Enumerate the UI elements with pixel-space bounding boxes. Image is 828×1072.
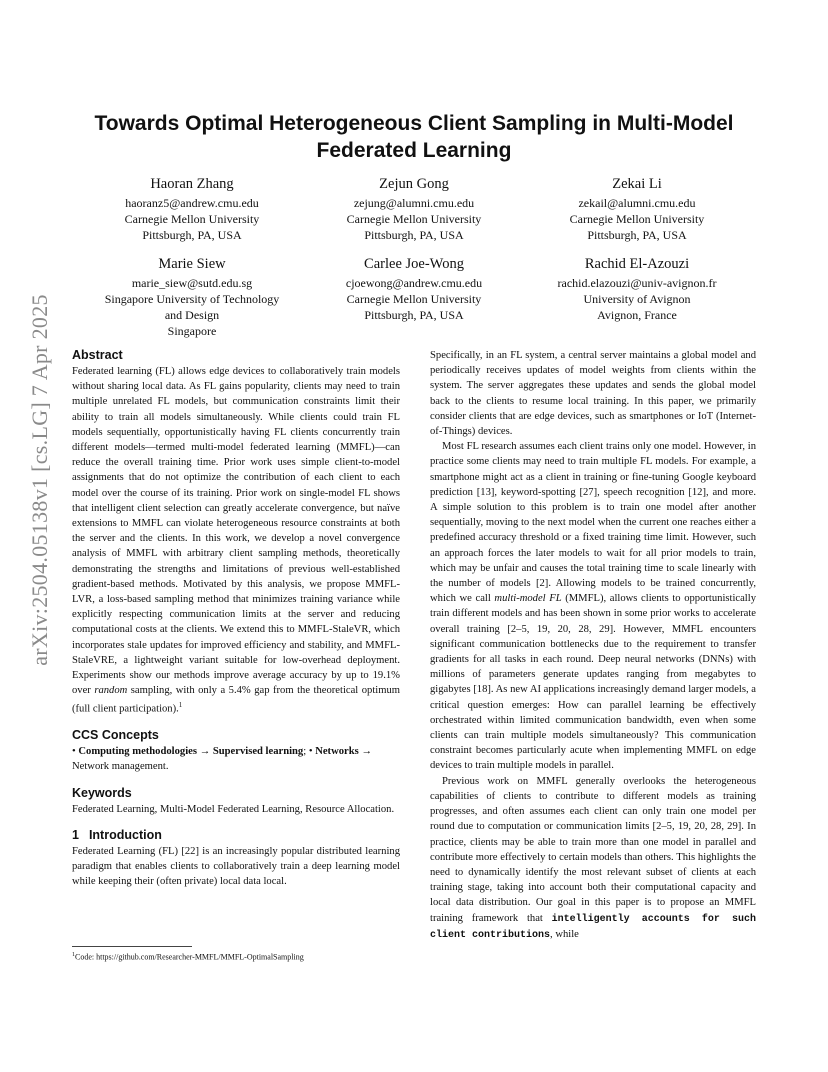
footnote: $^1$Code: https://github.com/Researcher-MMFL/MMFL-OptimalSampling [72,952,304,962]
footnote-divider [72,946,192,947]
body-paragraph: Most FL research assumes each client trains only one model. However, in practice some clients may need to train multiple FL models. For example, a smartphone might act as a client in training or fine-tuning Google keyboard prediction [13], keyword-spotting [27], speech recognition [12], and more. A simple solution to this problem is to train one model after another sequentially, moving to the next model when the current one reaches either a predefined accuracy threshold or a fixed training time limit. However, such an approach forces the later models to wait for all prior models to train, which may be unfair and causes the total training time to scale linearly with the number of models [2]. Allowing models to be trained concurrently, which we call multi-model FL (MMFL), allows clients to opportunistically train different models and has been shown in some prior works to accelerate overall training [2–5, 19, 20, 28, 29]. However, MMFL encounters significant communication bottlenecks due to the requirement to transfer gradients for all tasks in each round. Deep neural networks (DNNs) with millions of parameters generate updates ranging from megabytes to gigabytes [18]. As new AI applications increasingly demand larger models, a critical question emerges: How can parallel learning be effectively orchestrated within limited communication bandwidth, even when some clients can train multiple models simultaneously? This communication constraint becomes particularly acute when implementing MMFL on edge devices to train multiple models in parallel. [430,441,756,772]
author-block [77,254,307,339]
author-name: Marie Siew [158,256,226,272]
author-email: zekail@alumni.cmu.edu [578,196,696,210]
author-name: Zejun Gong [379,176,449,192]
author-email: cjoewong@andrew.cmu.edu [345,276,483,290]
author-affiliation: University of Avignon [583,292,691,306]
author-location: Singapore [167,324,217,338]
author-email: zejung@alumni.cmu.edu [353,196,475,210]
author-affiliation-line2: and Design [164,308,220,322]
author-location: Avignon, France [597,308,677,322]
ccs-text: • Computing methodologies → Supervised learning; • Networks → Network management. [72,746,372,773]
author-block [299,174,529,243]
introduction-text: Federated Learning (FL) [22] is an increasingly popular distributed learning paradigm that enables clients to collaboratively train a deep learning model while keeping their (often private) local data local. [72,845,400,888]
author-location: Pittsburgh, PA, USA [587,228,687,242]
ccs-heading: CCS Concepts [72,728,159,743]
author-affiliation: Carnegie Mellon University [569,212,705,226]
keywords-heading: Keywords [72,785,132,800]
author-block [77,174,307,243]
paper-title: Towards Optimal Heterogeneous Client Sampling in Multi-Model Federated Learning [94,112,734,162]
keywords-text: Federated Learning, Multi-Model Federated Learning, Resource Allocation. [72,803,395,815]
author-name: Rachid El-Azouzi [584,256,690,272]
abstract-text: Federated learning (FL) allows edge devices to collaboratively train models without sharing local data. As FL gains popularity, clients may need to train multiple unrelated FL models, but communication constraints limit their ability to train all models simultaneously. While clients could train FL models sequentially, opportunistically having FL clients concurrently train different models—termed multi-model federated learning (MMFL)—can reduce the overall training time. Prior work uses simple client-to-model assignments that do not optimize the contribution of each client to each model over the course of its training. Prior work on single-model FL shows that intelligent client selection can greatly accelerate convergence, but naïve extensions to MMFL can violate heterogeneous resource constraints at both the server and the clients. In this work, we develop a novel convergence analysis of MMFL with arbitrary client sampling methods, theoretically demonstrating the strengths and limitations of previous well-established gradient-based methods. Motivated by this analysis, we propose MMFL-LVR, a loss-based sampling method that minimizes training variance while explicitly respecting communication limits at the server and reducing computational costs at the clients. We extend this to MMFL-StaleVR, which incorporates stale updates for improved efficiency and stability, and MMFL-StaleVRE, a lightweight variant suitable for low-overhead deployment. Experiments show our methods improve average accuracy by up to 19.1% over random sampling, with only a 5.4% gap from the theoretical optimum (full client participation).$^1$ [72,366,400,715]
arxiv-identifier: arXiv:2504.05138v1 [cs.LG] 7 Apr 2025 [27,294,52,666]
author-affiliation: Carnegie Mellon University [124,212,260,226]
body-paragraph: Specifically, in an FL system, a central server maintains a global model and periodically receives updates of model weights from clients within the system. The server aggregates these updates and sends the global model back to the clients to resume local training. In this paper, we primarily consider clients that are edge devices, such as smartphones or IoT (Internet-of-Things) devices. [430,350,756,438]
author-name: Haoran Zhang [150,176,234,192]
arxiv-sidebar [20,295,60,665]
author-name: Zekai Li [612,176,662,192]
introduction-heading: 1 Introduction [72,827,162,842]
author-location: Pittsburgh, PA, USA [364,308,464,322]
author-location: Pittsburgh, PA, USA [364,228,464,242]
author-affiliation: Carnegie Mellon University [346,212,482,226]
left-column [72,346,400,889]
author-location: Pittsburgh, PA, USA [142,228,242,242]
author-email: marie_siew@sutd.edu.sg [131,276,253,290]
author-block [522,254,752,323]
right-column [430,348,756,943]
abstract-heading: Abstract [72,348,123,362]
author-email: haoranz5@andrew.cmu.edu [125,196,259,210]
author-name: Carlee Joe-Wong [364,256,464,272]
author-affiliation: Singapore University of Technology [104,292,280,306]
author-block [522,174,752,243]
body-paragraph: Previous work on MMFL generally overlooks the heterogeneous capabilities of clients to contribute to different models as training progresses, and often assumes each client can only train one model per round due to computation or communication limits [2–5, 19, 20, 28, 29]. In practice, clients may be able to train more than one model in parallel and contribute more effectively to certain models than others. This highlights the need to dynamically identify the most relevant subset of clients at each training stage, taking into account both their computational capacity and local data distribution. Our goal in this paper is to propose an MMFL training framework that intelligently accounts for such client contributions, while [430,775,756,941]
author-email: rachid.elazouzi@univ-avignon.fr [557,276,717,290]
author-affiliation: Carnegie Mellon University [346,292,482,306]
author-block [299,254,529,323]
